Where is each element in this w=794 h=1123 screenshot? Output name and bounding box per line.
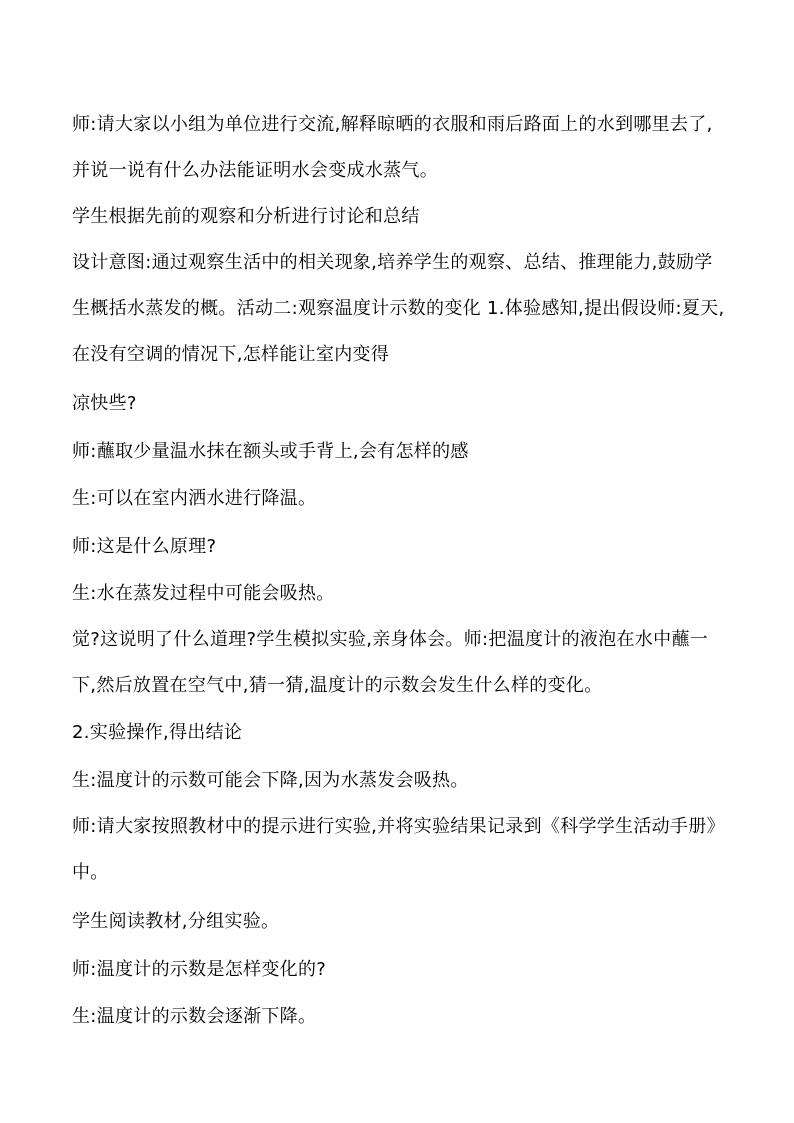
text-line: 中。 bbox=[72, 862, 109, 883]
text-line: 师:温度计的示数是怎样变化的? bbox=[72, 959, 327, 980]
text-line: 生:水在蒸发过程中可能会吸热。 bbox=[72, 583, 335, 604]
text-line: 师:请大家按照教材中的提示进行实验,并将实验结果记录到《科学学生活动手册》 bbox=[72, 816, 725, 837]
text-line: 凉快些? bbox=[72, 393, 137, 414]
text-line: 并说一说有什么办法能证明水会变成水蒸气。 bbox=[72, 160, 438, 181]
text-line: 师:这是什么原理? bbox=[72, 536, 217, 557]
text-line: 生概括水蒸发的概。活动二:观察温度计示数的变化 1.体验感知,提出假设师:夏天, bbox=[72, 298, 725, 319]
text-line: 下,然后放置在空气中,猜一猜,温度计的示数会发生什么样的变化。 bbox=[72, 675, 603, 696]
text-line: 生:可以在室内洒水进行降温。 bbox=[72, 488, 317, 509]
text-line: 师:蘸取少量温水抹在额头或手背上,会有怎样的感 bbox=[72, 441, 469, 462]
text-line: 2.实验操作,得出结论 bbox=[72, 722, 243, 743]
text-line: 设计意图:通过观察生活中的相关现象,培养学生的观察、总结、推理能力,鼓励学 bbox=[72, 252, 713, 273]
text-line: 学生根据先前的观察和分析进行讨论和总结 bbox=[72, 206, 420, 227]
text-line: 觉?这说明了什么道理?学生模拟实验,亲身体会。师:把温度计的液泡在水中蘸一 bbox=[72, 629, 708, 650]
text-line: 在没有空调的情况下,怎样能让室内变得 bbox=[72, 344, 390, 365]
text-line: 生:温度计的示数会逐渐下降。 bbox=[72, 1006, 317, 1027]
text-line: 师:请大家以小组为单位进行交流,解释晾晒的衣服和雨后路面上的水到哪里去了, bbox=[72, 114, 713, 135]
text-line: 生:温度计的示数可能会下降,因为水蒸发会吸热。 bbox=[72, 770, 469, 791]
text-line: 学生阅读教材,分组实验。 bbox=[72, 911, 280, 932]
